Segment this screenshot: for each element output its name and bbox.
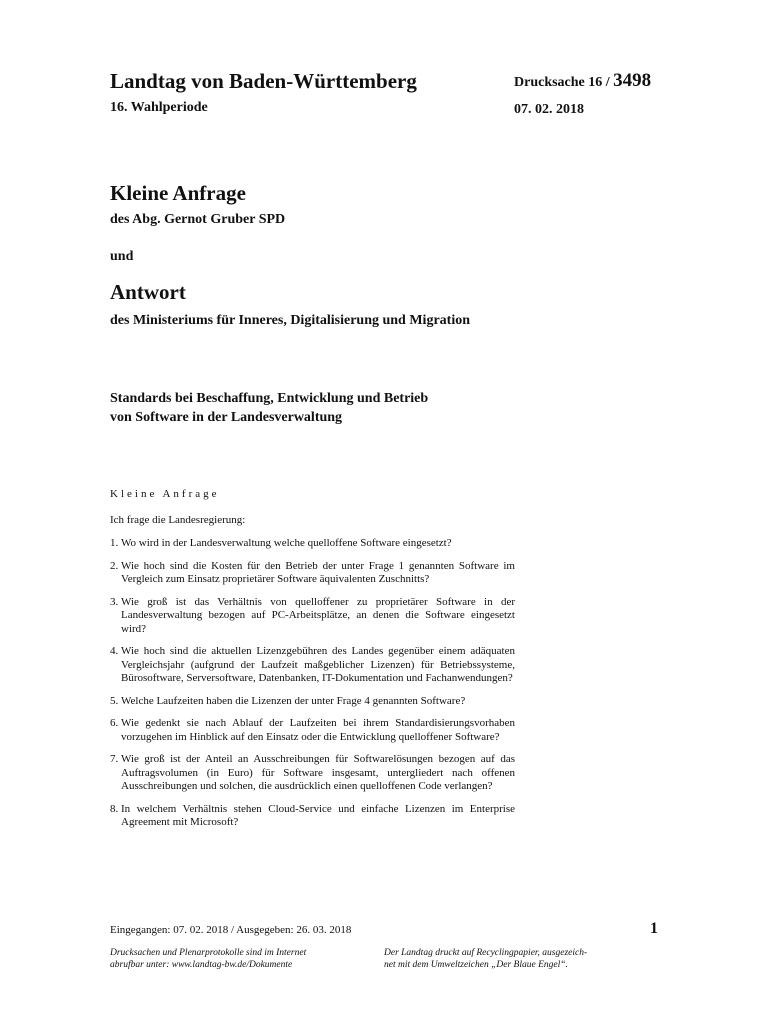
kleine-anfrage-heading: Kleine Anfrage (110, 181, 246, 205)
question-number: 7. (110, 753, 119, 765)
question-text: Wie groß ist das Verhältnis von quelloffener zu proprietärer Software in der Landesverwaltung bezogen auf PC-Arbeitsplätze, an denen die Software eingesetzt wird? (121, 595, 515, 635)
question-number: 2. (110, 559, 119, 572)
page-number: 1 (650, 920, 658, 937)
question-text: Wie hoch sind die Kosten für den Betrieb der unter Frage 1 genannten Software im Vergleich zum Einsatz proprietärer Software äquivalenten Zuschnitts? (121, 559, 515, 585)
question-item (110, 560, 515, 587)
question-item (110, 596, 515, 637)
und-line: und (110, 249, 134, 264)
drucksache-number: 3498 (613, 70, 652, 91)
parliament-name: Landtag von Baden-Württemberg (110, 69, 417, 93)
question-text: Wie gedenkt sie nach Ablauf der Laufzeiten bei ihrem Standardisierungsvorhaben vorzugehen im Hinblick auf den Einsatz oder die Entwicklung quelloffener Software? (121, 717, 515, 743)
question-item (110, 803, 515, 830)
topic-title (110, 389, 428, 427)
document-date: 07. 02. 2018 (514, 102, 584, 117)
drucksache-reference (514, 68, 651, 96)
question-text: Wie hoch sind die aktuellen Lizenzgebühren des Landes gegenüber einem adäquaten Vergleichsjahr (aufgrund der Laufzeit maßgeblicher Lizenzen) für Betriebssysteme, Bürosoftware, Serversoftware, Datenbanken, IT-Dokumentation und Fachanwendungen? (121, 645, 515, 684)
intro-text: Ich frage die Landesregierung: (110, 514, 246, 526)
question-item (110, 537, 515, 551)
section-label: Kleine Anfrage (110, 488, 220, 500)
topic-line-2: von Software in der Landesverwaltung (110, 410, 343, 425)
question-number: 1. (110, 537, 119, 549)
received-published-dates: Eingegangen: 07. 02. 2018 / Ausgegeben: 26. 03. 2018 (110, 924, 352, 936)
footer-left-line-1: Drucksachen und Plenarprotokolle sind im Internet (110, 948, 307, 958)
question-list (110, 537, 515, 839)
question-text: Wie groß ist der Anteil an Ausschreibungen für Softwarelösungen bezogen auf das Auftragsvolumen (in Euro) für Software insgesamt, untergliedert nach offenen Ausschreibungen und solchen, die ausdrücklich einen quelloffenen Code verlangen? (121, 753, 515, 792)
footer-left-line-2: abrufbar unter: www.landtag-bw.de/Dokumente (110, 960, 293, 970)
question-number: 4. (110, 645, 119, 657)
question-item (110, 717, 515, 744)
question-item (110, 645, 515, 686)
ministry-line: des Ministeriums für Inneres, Digitalisierung und Migration (110, 313, 471, 328)
header-right (514, 68, 651, 118)
question-text: Wo wird in der Landesverwaltung welche quelloffene Software eingesetzt? (121, 537, 452, 549)
question-number: 8. (110, 802, 119, 815)
question-item (110, 695, 515, 709)
header-left (110, 68, 417, 116)
author-line: des Abg. Gernot Gruber SPD (110, 212, 286, 227)
question-item (110, 753, 515, 794)
footer-right-line-1: Der Landtag druckt auf Recyclingpapier, ausgezeich- (384, 948, 588, 958)
question-number: 5. (110, 694, 119, 707)
antwort-heading: Antwort (110, 280, 186, 304)
drucksache-label: Drucksache 16 / (514, 75, 610, 90)
footer-right-line-2: net mit dem Umweltzeichen „Der Blaue Engel“. (384, 960, 568, 970)
footer-note-left (110, 947, 370, 971)
question-number: 3. (110, 595, 119, 608)
topic-line-1: Standards bei Beschaffung, Entwicklung und Betrieb (110, 391, 429, 406)
question-text: Welche Laufzeiten haben die Lizenzen der unter Frage 4 genannten Software? (121, 694, 466, 707)
legislative-period: 16. Wahlperiode (110, 100, 208, 115)
footer-note-right (384, 947, 634, 971)
question-text: In welchem Verhältnis stehen Cloud-Service und einfache Lizenzen im Enterprise Agreement mit Microsoft? (121, 802, 515, 828)
question-number: 6. (110, 717, 119, 729)
